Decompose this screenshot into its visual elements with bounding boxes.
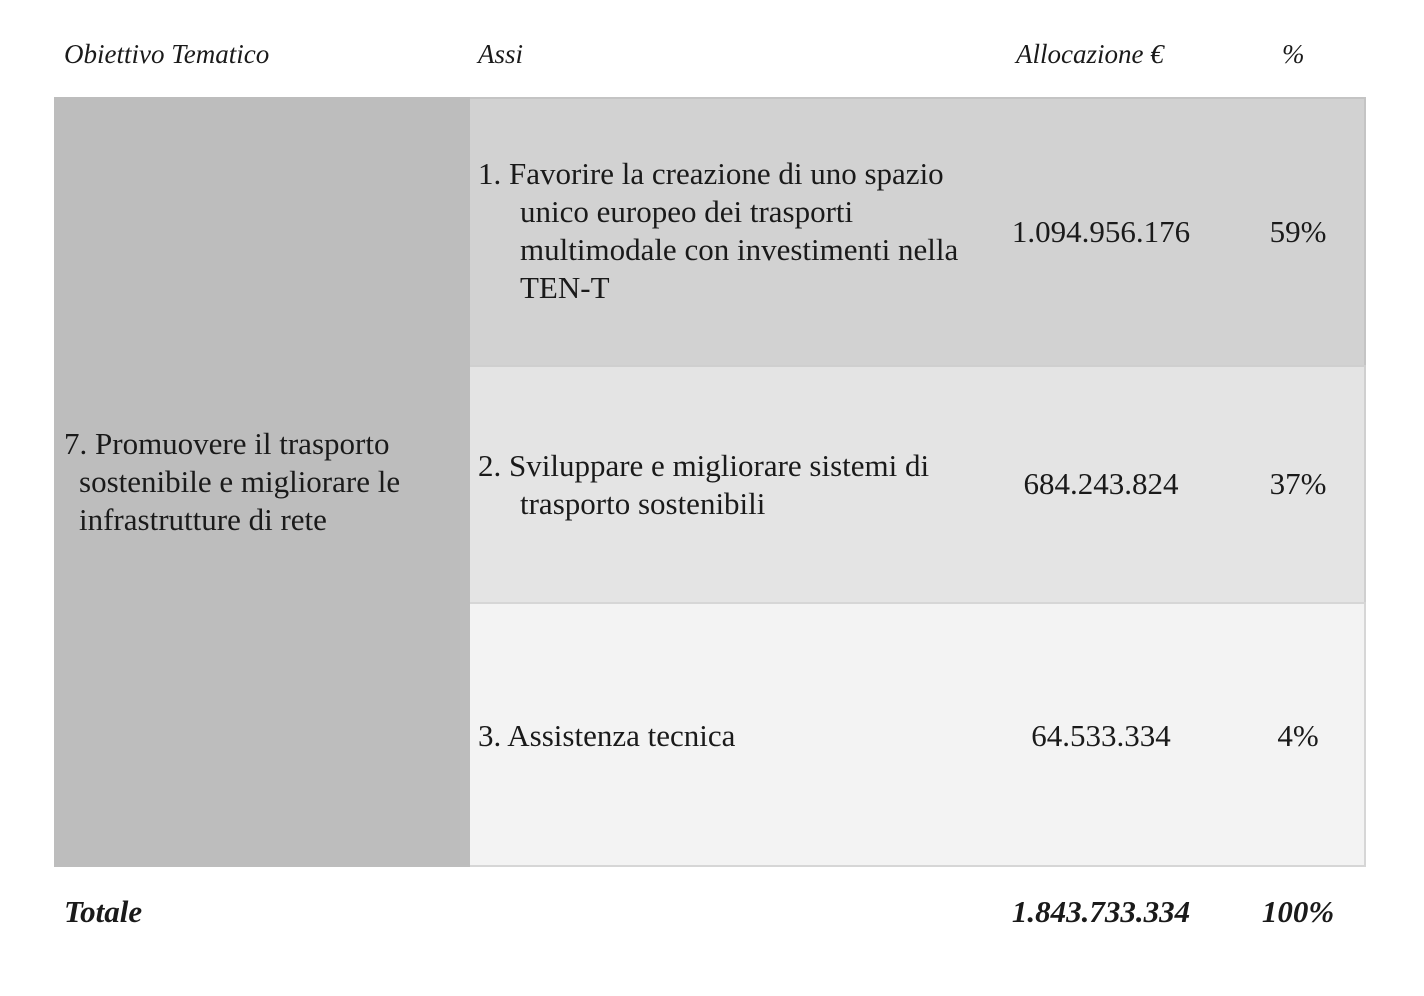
totale-percentuale: 100% (1261, 894, 1335, 929)
obiettivo-tematico-cell (54, 97, 470, 867)
asse-label: 2. Sviluppare e migliorare sistemi di trasporto sostenibili (478, 448, 930, 521)
percentuale-value: 59% (1269, 214, 1327, 249)
obiettivo-tematico-text: 7. Promuovere il trasporto sostenibile e migliorare le infrastrutture di rete (64, 426, 401, 537)
table-row (470, 365, 1366, 602)
table-row (470, 97, 1366, 365)
totale-label: Totale (64, 894, 143, 929)
totale-allocazione: 1.843.733.334 (1011, 894, 1191, 929)
allocazione-value: 64.533.334 (1031, 718, 1171, 753)
allocazione-value: 1.094.956.176 (1011, 214, 1191, 249)
header-assi: Assi (478, 39, 524, 69)
allocazione-value: 684.243.824 (1023, 466, 1179, 501)
percentuale-value: 37% (1269, 466, 1327, 501)
header-obiettivo-tematico: Obiettivo Tematico (64, 39, 270, 69)
percentuale-value: 4% (1277, 718, 1319, 753)
table-row (470, 602, 1366, 867)
asse-label: 1. Favorire la creazione di uno spazio unico europeo dei trasporti multimodale con investimenti nella TEN-T (478, 156, 959, 305)
asse-label: 3. Assistenza tecnica (478, 718, 736, 753)
allocation-table (54, 97, 1366, 867)
header-percentuale: % (1282, 39, 1305, 69)
header-allocazione: Allocazione € (1016, 39, 1164, 69)
